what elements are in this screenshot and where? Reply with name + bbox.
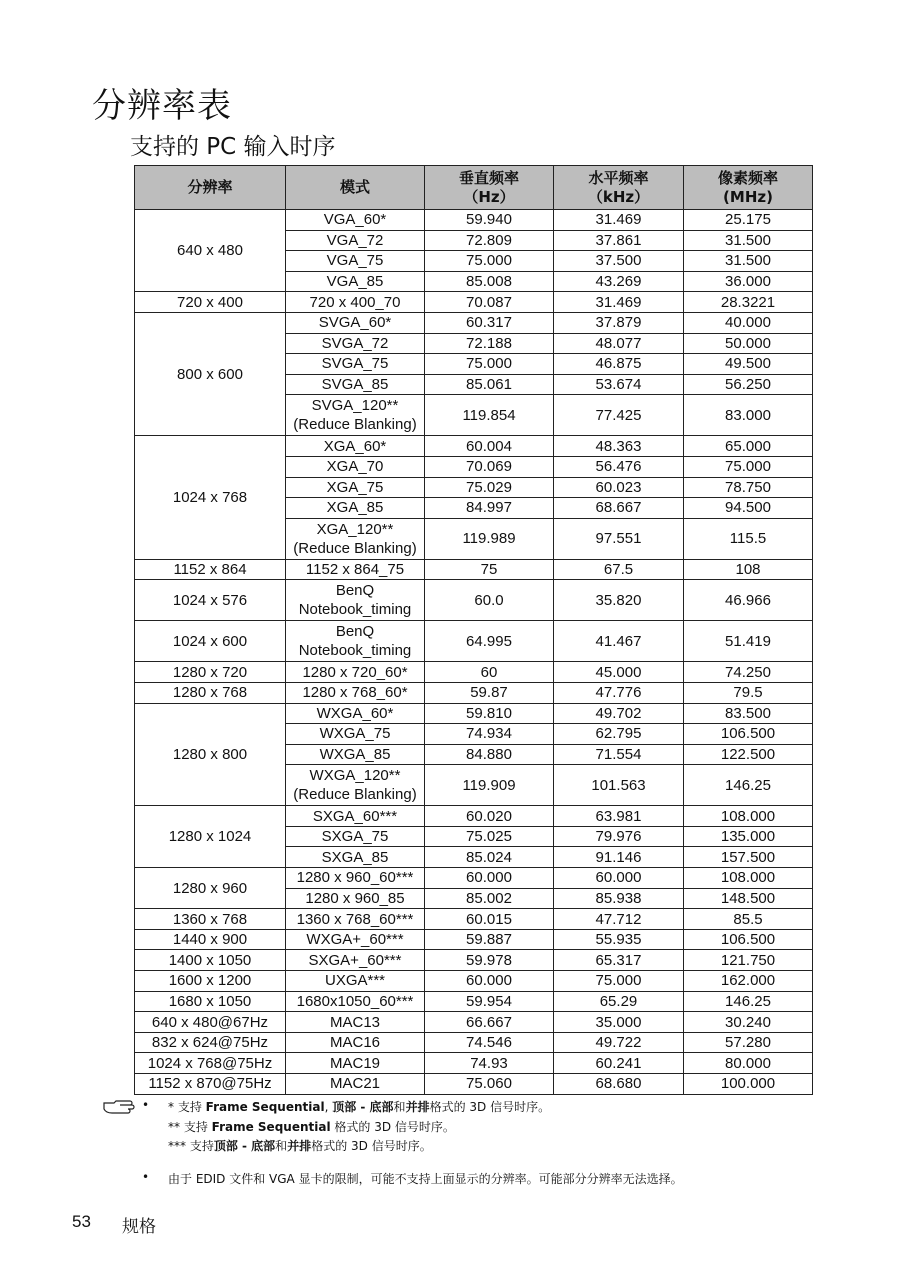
cell-mode: SVGA_75 xyxy=(286,354,425,375)
table-row xyxy=(135,559,813,580)
table-row xyxy=(135,971,813,992)
cell-resolution: 1024 x 768 xyxy=(135,436,286,559)
cell-pixel-frequency: 106.500 xyxy=(684,724,813,745)
edid-note: 由于 EDID 文件和 VGA 显卡的限制，可能不支持上面显示的分辨率。可能部分分辨率无法选择。 xyxy=(168,1172,683,1186)
cell-resolution: 1440 x 900 xyxy=(135,929,286,950)
cell-mode: 1280 x 720_60* xyxy=(286,662,425,683)
cell-resolution: 1400 x 1050 xyxy=(135,950,286,971)
cell-vertical-frequency: 119.909 xyxy=(425,765,554,806)
cell-vertical-frequency: 59.810 xyxy=(425,703,554,724)
cell-horizontal-frequency: 47.712 xyxy=(554,909,684,930)
cell-vertical-frequency: 84.997 xyxy=(425,498,554,519)
cell-pixel-frequency: 106.500 xyxy=(684,929,813,950)
cell-mode: WXGA_60* xyxy=(286,703,425,724)
cell-pixel-frequency: 157.500 xyxy=(684,847,813,868)
cell-pixel-frequency: 146.25 xyxy=(684,991,813,1012)
cell-resolution: 1280 x 800 xyxy=(135,703,286,806)
cell-horizontal-frequency: 37.500 xyxy=(554,251,684,272)
cell-mode: BenQ Notebook_timing xyxy=(286,621,425,662)
cell-horizontal-frequency: 31.469 xyxy=(554,292,684,313)
cell-vertical-frequency: 75.060 xyxy=(425,1074,554,1095)
cell-mode: WXGA_75 xyxy=(286,724,425,745)
cell-vertical-frequency: 70.069 xyxy=(425,456,554,477)
cell-vertical-frequency: 85.002 xyxy=(425,888,554,909)
cell-resolution: 1152 x 870@75Hz xyxy=(135,1074,286,1095)
cell-resolution: 640 x 480 xyxy=(135,210,286,292)
cell-mode: XGA_60* xyxy=(286,436,425,457)
cell-vertical-frequency: 119.989 xyxy=(425,518,554,559)
cell-vertical-frequency: 85.008 xyxy=(425,271,554,292)
cell-resolution: 720 x 400 xyxy=(135,292,286,313)
cell-resolution: 640 x 480@67Hz xyxy=(135,1012,286,1033)
cell-horizontal-frequency: 41.467 xyxy=(554,621,684,662)
cell-mode: SXGA_85 xyxy=(286,847,425,868)
cell-resolution: 1024 x 576 xyxy=(135,580,286,621)
cell-vertical-frequency: 75 xyxy=(425,559,554,580)
cell-vertical-frequency: 60 xyxy=(425,662,554,683)
cell-horizontal-frequency: 79.976 xyxy=(554,826,684,847)
cell-horizontal-frequency: 101.563 xyxy=(554,765,684,806)
cell-vertical-frequency: 59.940 xyxy=(425,210,554,231)
cell-mode: 1280 x 960_60*** xyxy=(286,868,425,889)
cell-horizontal-frequency: 63.981 xyxy=(554,806,684,827)
table-row xyxy=(135,682,813,703)
header-mode: 模式 xyxy=(286,166,425,210)
cell-horizontal-frequency: 77.425 xyxy=(554,395,684,436)
cell-mode: MAC19 xyxy=(286,1053,425,1074)
table-row xyxy=(135,806,813,827)
cell-mode: WXGA+_60*** xyxy=(286,929,425,950)
cell-horizontal-frequency: 53.674 xyxy=(554,374,684,395)
cell-horizontal-frequency: 46.875 xyxy=(554,354,684,375)
cell-resolution: 1680 x 1050 xyxy=(135,991,286,1012)
cell-pixel-frequency: 31.500 xyxy=(684,251,813,272)
cell-pixel-frequency: 30.240 xyxy=(684,1012,813,1033)
cell-horizontal-frequency: 68.667 xyxy=(554,498,684,519)
cell-pixel-frequency: 79.5 xyxy=(684,682,813,703)
cell-vertical-frequency: 72.809 xyxy=(425,230,554,251)
cell-vertical-frequency: 84.880 xyxy=(425,744,554,765)
cell-resolution: 1152 x 864 xyxy=(135,559,286,580)
cell-vertical-frequency: 75.029 xyxy=(425,477,554,498)
cell-pixel-frequency: 115.5 xyxy=(684,518,813,559)
cell-vertical-frequency: 70.087 xyxy=(425,292,554,313)
page-title: 分辨率表 xyxy=(92,86,232,126)
cell-pixel-frequency: 74.250 xyxy=(684,662,813,683)
cell-pixel-frequency: 40.000 xyxy=(684,312,813,333)
cell-mode: SXGA_60*** xyxy=(286,806,425,827)
table-body xyxy=(135,210,813,1095)
cell-resolution: 1024 x 600 xyxy=(135,621,286,662)
table-row xyxy=(135,662,813,683)
cell-vertical-frequency: 64.995 xyxy=(425,621,554,662)
cell-pixel-frequency: 100.000 xyxy=(684,1074,813,1095)
table-row xyxy=(135,991,813,1012)
cell-mode: 720 x 400_70 xyxy=(286,292,425,313)
note-line-1: * 支持 Frame Sequential, 顶部 - 底部和并排格式的 3D 信号时序。 xyxy=(168,1100,551,1114)
cell-horizontal-frequency: 37.861 xyxy=(554,230,684,251)
cell-pixel-frequency: 108 xyxy=(684,559,813,580)
cell-pixel-frequency: 80.000 xyxy=(684,1053,813,1074)
cell-vertical-frequency: 59.978 xyxy=(425,950,554,971)
cell-horizontal-frequency: 68.680 xyxy=(554,1074,684,1095)
cell-horizontal-frequency: 48.077 xyxy=(554,333,684,354)
cell-mode: VGA_75 xyxy=(286,251,425,272)
cell-pixel-frequency: 108.000 xyxy=(684,868,813,889)
cell-pixel-frequency: 51.419 xyxy=(684,621,813,662)
table-row xyxy=(135,436,813,457)
cell-vertical-frequency: 60.000 xyxy=(425,868,554,889)
cell-horizontal-frequency: 67.5 xyxy=(554,559,684,580)
cell-vertical-frequency: 59.887 xyxy=(425,929,554,950)
cell-horizontal-frequency: 65.29 xyxy=(554,991,684,1012)
section-subtitle: 支持的 PC 输入时序 xyxy=(130,134,336,160)
cell-resolution: 1360 x 768 xyxy=(135,909,286,930)
table-row xyxy=(135,1012,813,1033)
table-row xyxy=(135,1074,813,1095)
cell-horizontal-frequency: 85.938 xyxy=(554,888,684,909)
cell-vertical-frequency: 60.020 xyxy=(425,806,554,827)
cell-vertical-frequency: 60.0 xyxy=(425,580,554,621)
timing-table xyxy=(134,165,813,1095)
cell-mode: WXGA_85 xyxy=(286,744,425,765)
cell-mode: SVGA_60* xyxy=(286,312,425,333)
cell-vertical-frequency: 74.934 xyxy=(425,724,554,745)
cell-mode: SVGA_120** (Reduce Blanking) xyxy=(286,395,425,436)
cell-horizontal-frequency: 97.551 xyxy=(554,518,684,559)
cell-vertical-frequency: 59.87 xyxy=(425,682,554,703)
cell-pixel-frequency: 49.500 xyxy=(684,354,813,375)
cell-horizontal-frequency: 37.879 xyxy=(554,312,684,333)
cell-resolution: 1280 x 960 xyxy=(135,868,286,909)
table-row xyxy=(135,909,813,930)
cell-mode: SVGA_85 xyxy=(286,374,425,395)
cell-mode: UXGA*** xyxy=(286,971,425,992)
cell-pixel-frequency: 94.500 xyxy=(684,498,813,519)
cell-vertical-frequency: 60.317 xyxy=(425,312,554,333)
cell-resolution: 1024 x 768@75Hz xyxy=(135,1053,286,1074)
cell-vertical-frequency: 59.954 xyxy=(425,991,554,1012)
cell-vertical-frequency: 75.000 xyxy=(425,354,554,375)
cell-horizontal-frequency: 75.000 xyxy=(554,971,684,992)
table-row xyxy=(135,929,813,950)
cell-pixel-frequency: 28.3221 xyxy=(684,292,813,313)
table-row xyxy=(135,210,813,231)
cell-horizontal-frequency: 60.000 xyxy=(554,868,684,889)
cell-vertical-frequency: 119.854 xyxy=(425,395,554,436)
cell-mode: 1280 x 768_60* xyxy=(286,682,425,703)
cell-mode: VGA_85 xyxy=(286,271,425,292)
header-horizontal-frequency: 水平频率 （kHz） xyxy=(554,166,684,210)
cell-resolution: 800 x 600 xyxy=(135,312,286,435)
table-row xyxy=(135,312,813,333)
note-bullet-2: • xyxy=(142,1170,150,1184)
cell-pixel-frequency: 135.000 xyxy=(684,826,813,847)
cell-vertical-frequency: 72.188 xyxy=(425,333,554,354)
cell-mode: WXGA_120** (Reduce Blanking) xyxy=(286,765,425,806)
pointing-hand-icon xyxy=(102,1098,138,1114)
cell-pixel-frequency: 31.500 xyxy=(684,230,813,251)
cell-pixel-frequency: 85.5 xyxy=(684,909,813,930)
cell-vertical-frequency: 74.93 xyxy=(425,1053,554,1074)
cell-vertical-frequency: 60.015 xyxy=(425,909,554,930)
cell-mode: MAC13 xyxy=(286,1012,425,1033)
cell-mode: XGA_75 xyxy=(286,477,425,498)
cell-mode: 1680x1050_60*** xyxy=(286,991,425,1012)
cell-horizontal-frequency: 49.702 xyxy=(554,703,684,724)
cell-mode: SXGA_75 xyxy=(286,826,425,847)
cell-resolution: 1600 x 1200 xyxy=(135,971,286,992)
table-row xyxy=(135,1032,813,1053)
cell-vertical-frequency: 85.061 xyxy=(425,374,554,395)
cell-mode: SVGA_72 xyxy=(286,333,425,354)
cell-pixel-frequency: 108.000 xyxy=(684,806,813,827)
cell-pixel-frequency: 65.000 xyxy=(684,436,813,457)
cell-resolution: 1280 x 1024 xyxy=(135,806,286,868)
cell-pixel-frequency: 25.175 xyxy=(684,210,813,231)
cell-pixel-frequency: 148.500 xyxy=(684,888,813,909)
cell-pixel-frequency: 83.000 xyxy=(684,395,813,436)
cell-horizontal-frequency: 62.795 xyxy=(554,724,684,745)
cell-pixel-frequency: 78.750 xyxy=(684,477,813,498)
cell-horizontal-frequency: 47.776 xyxy=(554,682,684,703)
cell-vertical-frequency: 85.024 xyxy=(425,847,554,868)
cell-horizontal-frequency: 60.023 xyxy=(554,477,684,498)
cell-mode: XGA_85 xyxy=(286,498,425,519)
table-row xyxy=(135,621,813,662)
note-bullet: • xyxy=(142,1098,150,1112)
cell-horizontal-frequency: 43.269 xyxy=(554,271,684,292)
cell-resolution: 832 x 624@75Hz xyxy=(135,1032,286,1053)
cell-vertical-frequency: 60.004 xyxy=(425,436,554,457)
cell-mode: XGA_70 xyxy=(286,456,425,477)
cell-mode: SXGA+_60*** xyxy=(286,950,425,971)
cell-horizontal-frequency: 35.000 xyxy=(554,1012,684,1033)
cell-mode: VGA_72 xyxy=(286,230,425,251)
cell-pixel-frequency: 121.750 xyxy=(684,950,813,971)
cell-horizontal-frequency: 45.000 xyxy=(554,662,684,683)
cell-vertical-frequency: 66.667 xyxy=(425,1012,554,1033)
footer-section-label: 规格 xyxy=(122,1217,156,1237)
cell-pixel-frequency: 146.25 xyxy=(684,765,813,806)
cell-horizontal-frequency: 31.469 xyxy=(554,210,684,231)
cell-mode: BenQ Notebook_timing xyxy=(286,580,425,621)
cell-resolution: 1280 x 720 xyxy=(135,662,286,683)
cell-mode: MAC21 xyxy=(286,1074,425,1095)
cell-pixel-frequency: 57.280 xyxy=(684,1032,813,1053)
header-resolution: 分辨率 xyxy=(135,166,286,210)
cell-mode: MAC16 xyxy=(286,1032,425,1053)
cell-vertical-frequency: 75.025 xyxy=(425,826,554,847)
cell-pixel-frequency: 122.500 xyxy=(684,744,813,765)
cell-resolution: 1280 x 768 xyxy=(135,682,286,703)
cell-pixel-frequency: 46.966 xyxy=(684,580,813,621)
cell-horizontal-frequency: 48.363 xyxy=(554,436,684,457)
cell-mode: 1152 x 864_75 xyxy=(286,559,425,580)
cell-mode: 1280 x 960_85 xyxy=(286,888,425,909)
table-row xyxy=(135,703,813,724)
cell-pixel-frequency: 75.000 xyxy=(684,456,813,477)
cell-mode: XGA_120** (Reduce Blanking) xyxy=(286,518,425,559)
cell-horizontal-frequency: 49.722 xyxy=(554,1032,684,1053)
cell-vertical-frequency: 75.000 xyxy=(425,251,554,272)
cell-pixel-frequency: 36.000 xyxy=(684,271,813,292)
table-row xyxy=(135,292,813,313)
header-vertical-frequency: 垂直频率 （Hz） xyxy=(425,166,554,210)
cell-pixel-frequency: 83.500 xyxy=(684,703,813,724)
header-pixel-frequency: 像素频率 (MHz) xyxy=(684,166,813,210)
cell-pixel-frequency: 162.000 xyxy=(684,971,813,992)
cell-mode: 1360 x 768_60*** xyxy=(286,909,425,930)
table-row xyxy=(135,868,813,889)
cell-mode: VGA_60* xyxy=(286,210,425,231)
cell-horizontal-frequency: 91.146 xyxy=(554,847,684,868)
note-line-3: *** 支持顶部 - 底部和并排格式的 3D 信号时序。 xyxy=(168,1139,432,1153)
cell-vertical-frequency: 74.546 xyxy=(425,1032,554,1053)
cell-horizontal-frequency: 35.820 xyxy=(554,580,684,621)
cell-horizontal-frequency: 55.935 xyxy=(554,929,684,950)
cell-horizontal-frequency: 65.317 xyxy=(554,950,684,971)
cell-horizontal-frequency: 71.554 xyxy=(554,744,684,765)
table-row xyxy=(135,950,813,971)
cell-pixel-frequency: 50.000 xyxy=(684,333,813,354)
cell-horizontal-frequency: 60.241 xyxy=(554,1053,684,1074)
cell-horizontal-frequency: 56.476 xyxy=(554,456,684,477)
table-row xyxy=(135,580,813,621)
table-header-row xyxy=(135,166,813,210)
table-row xyxy=(135,1053,813,1074)
cell-vertical-frequency: 60.000 xyxy=(425,971,554,992)
cell-pixel-frequency: 56.250 xyxy=(684,374,813,395)
note-line-2: ** 支持 Frame Sequential 格式的 3D 信号时序。 xyxy=(168,1120,455,1134)
page-number: 53 xyxy=(72,1212,91,1231)
